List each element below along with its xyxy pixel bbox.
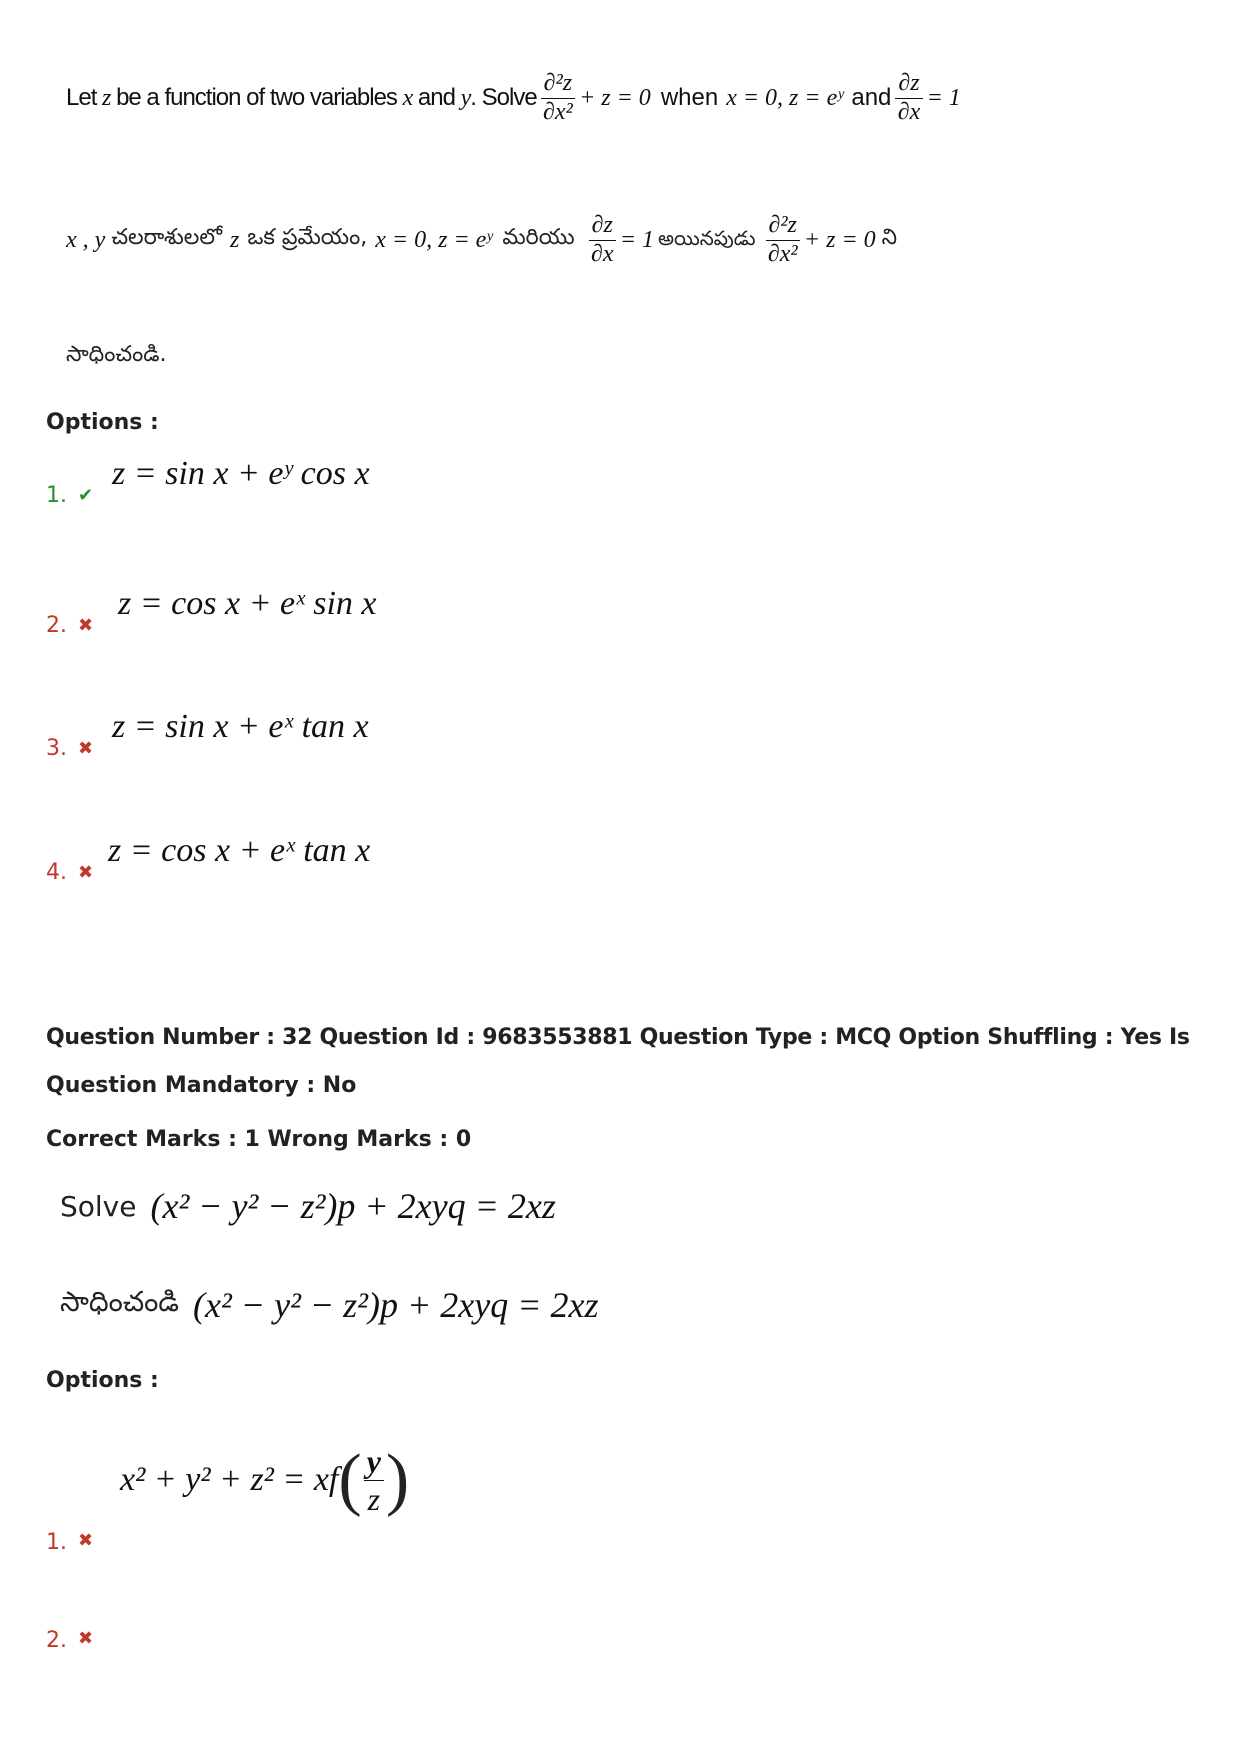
solve-text: Solve <box>60 1189 137 1223</box>
equation-tail: + z = 0 <box>579 84 651 111</box>
option-number: 3. <box>46 736 67 761</box>
left-paren: ( <box>338 1441 362 1518</box>
q32-option-2 <box>46 1620 246 1660</box>
telugu-text: చలరాశులలో <box>111 225 222 250</box>
telugu-text: ని <box>881 225 898 250</box>
options-label: Options : <box>46 410 159 435</box>
vars: x , y <box>66 226 106 253</box>
var-z: z <box>102 85 111 111</box>
var-z: z <box>229 226 240 253</box>
question-31-telugu <box>66 200 897 280</box>
telugu-text: ఒక ప్రమేయం, <box>247 225 368 250</box>
option-number: 2. <box>46 613 67 638</box>
initial-condition: x = 0, z = eʸ <box>375 226 493 253</box>
question-32-english <box>60 1178 556 1234</box>
q31-option-2 <box>46 585 646 655</box>
var-x: x <box>402 85 413 111</box>
check-icon: ✔ <box>78 485 94 506</box>
option-formula <box>120 1430 409 1530</box>
first-partial-fraction: $\frac{\partial z}{\partial x}$ <box>589 212 616 268</box>
telugu-text: అయినపుడు <box>658 225 756 250</box>
text: be a function of two variables <box>116 84 397 111</box>
q31-option-1 <box>46 455 646 525</box>
option-formula: z = sin x + eʸ cos x <box>112 455 370 492</box>
option-formula: z = sin x + eˣ tan x <box>112 708 369 745</box>
option-number: 2. <box>46 1628 67 1653</box>
equals-one: = 1 <box>619 226 655 253</box>
and-text: and <box>851 84 892 111</box>
options-label: Options : <box>46 1368 159 1393</box>
option-formula: z = cos x + eˣ sin x <box>118 585 377 622</box>
second-partial-fraction: $\frac{\text{∂²z}}{\text{∂x²}}$ <box>541 70 575 126</box>
option-number: 4. <box>46 860 67 885</box>
equation-tail: + z = 0 <box>803 226 876 253</box>
option-number: 1. <box>46 1530 67 1555</box>
first-partial-fraction: $\frac{\partial z}{\partial x}$ <box>895 70 922 126</box>
q32-option-1 <box>46 1420 746 1560</box>
equals-one: = 1 <box>926 84 961 111</box>
initial-condition: x = 0, z = eʸ <box>726 84 844 111</box>
question-31-telugu-line2: సాధించండి. <box>66 342 167 367</box>
q31-option-4 <box>46 832 646 902</box>
question-32-meta: Question Number : 32 Question Id : 9683553881 Question Type : MCQ Option Shuffling : Yes Is <box>46 1025 1190 1050</box>
cross-icon: ✖ <box>78 1628 94 1649</box>
when-text: when <box>660 84 719 111</box>
pde-equation: (x² − y² − z²)p + 2xyq = 2xz <box>150 1186 556 1226</box>
telugu-solve-text: సాధించండి <box>60 1285 180 1318</box>
second-partial-fraction: $\frac{\text{∂²z}}{\text{∂x²}}$ <box>766 212 800 268</box>
cross-icon: ✖ <box>78 862 94 883</box>
cross-icon: ✖ <box>78 738 94 759</box>
question-32-mandatory: Question Mandatory : No <box>46 1073 357 1098</box>
option-number: 1. <box>46 483 67 508</box>
text: and <box>417 84 455 111</box>
question-32-telugu <box>60 1275 598 1335</box>
text: Let <box>66 84 97 111</box>
q31-option-3 <box>46 708 646 778</box>
option-formula: z = cos x + eˣ tan x <box>108 832 371 869</box>
var-y: y <box>460 85 471 111</box>
formula-lhs: x² + y² + z² = xf <box>120 1461 339 1498</box>
y-over-z-fraction: $\frac{y}{z}$ <box>364 1443 384 1518</box>
text: . Solve <box>470 84 537 111</box>
right-paren: ) <box>385 1441 410 1518</box>
telugu-text: మరియు <box>502 225 575 250</box>
pde-equation: (x² − y² − z²)p + 2xyq = 2xz <box>193 1285 599 1325</box>
cross-icon: ✖ <box>78 1530 94 1551</box>
question-31-english <box>66 58 961 138</box>
cross-icon: ✖ <box>78 615 94 636</box>
question-32-marks: Correct Marks : 1 Wrong Marks : 0 <box>46 1127 472 1152</box>
